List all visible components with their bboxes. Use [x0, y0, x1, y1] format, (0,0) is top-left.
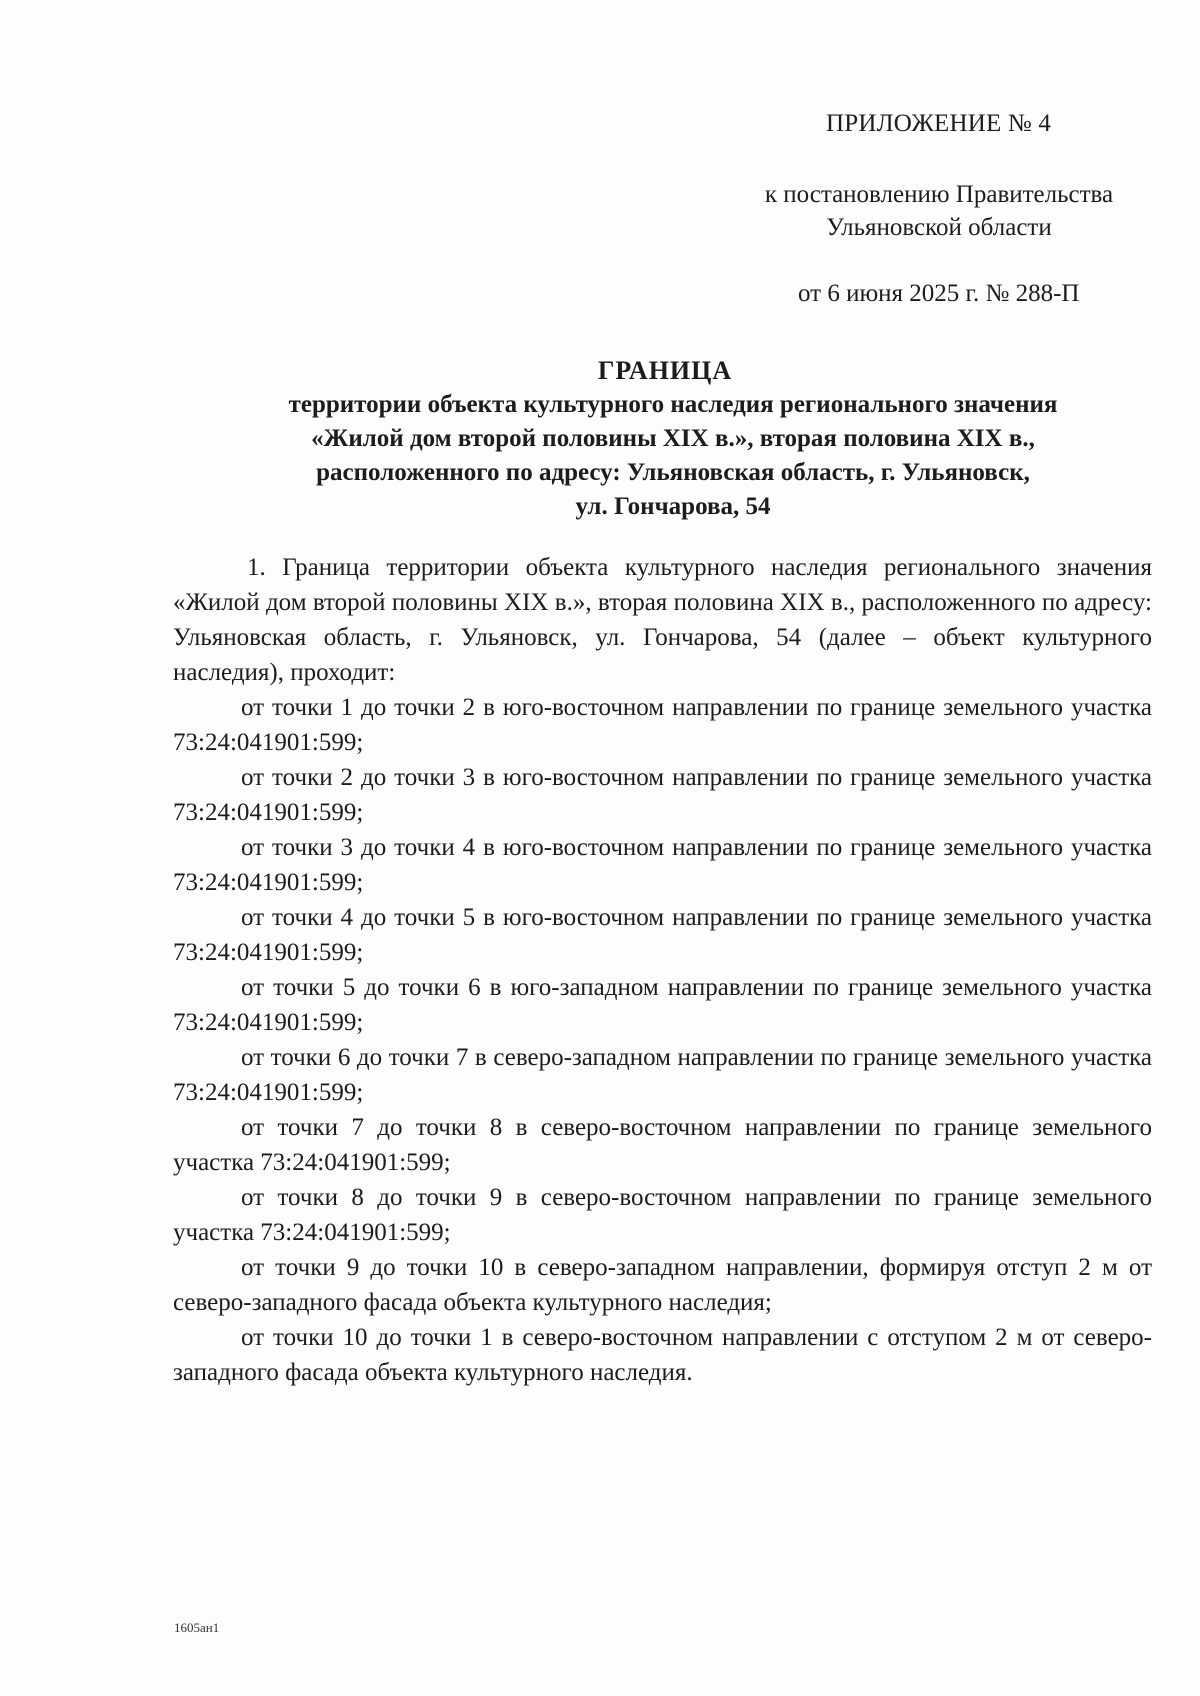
document-body [173, 550, 1152, 1390]
resolution-reference-line: к постановлению Правительства [764, 181, 1114, 208]
route-paragraph: от точки 3 до точки 4 в юго-восточном направлении по границе земельного участка 73:24:041901:599; [173, 834, 1152, 896]
subtitle-line: расположенного по адресу: Ульяновская область, г. Ульяновск, [316, 459, 1030, 486]
route-paragraph: от точки 10 до точки 1 в северо-восточном направлении с отступом 2 м от северо-западного фасада объекта культурного наследия. [173, 1324, 1152, 1386]
route-paragraph: от точки 8 до точки 9 в северо-восточном направлении по границе земельного участка 73:24:041901:599; [173, 1184, 1152, 1246]
route-paragraph: от точки 4 до точки 5 в юго-восточном направлении по границе земельного участка 73:24:041901:599; [173, 904, 1152, 966]
route-paragraph: от точки 2 до точки 3 в юго-восточном направлении по границе земельного участка 73:24:041901:599; [173, 764, 1152, 826]
resolution-reference [754, 178, 1124, 244]
subtitle-line: ул. Гончарова, 54 [575, 493, 771, 520]
appendix-label: ПРИЛОЖЕНИЕ № 4 [826, 110, 1052, 137]
route-paragraph: от точки 9 до точки 10 в северо-западном направлении, формируя отступ 2 м от северо-западного фасада объекта культурного наследия; [173, 1254, 1152, 1316]
document-title: ГРАНИЦА [597, 356, 733, 385]
subtitle-line: «Жилой дом второй половины XIX в.», вторая половина XIX в., [311, 425, 1035, 452]
route-paragraph: от точки 6 до точки 7 в северо-западном направлении по границе земельного участка 73:24:041901:599; [173, 1044, 1152, 1106]
subtitle-line: территории объекта культурного наследия регионального значения [288, 391, 1058, 418]
resolution-date: от 6 июня 2025 г. № 288-П [798, 280, 1080, 307]
route-paragraph: от точки 1 до точки 2 в юго-восточном направлении по границе земельного участка 73:24:041901:599; [173, 694, 1152, 756]
document-subtitle [173, 388, 1173, 524]
resolution-reference-line: Ульяновской области [826, 214, 1052, 241]
route-paragraph: от точки 5 до точки 6 в юго-западном направлении по границе земельного участка 73:24:041901:599; [173, 974, 1152, 1036]
intro-paragraph: 1. Граница территории объекта культурного наследия регионального значения «Жилой дом второй половины XIX в.», вторая половина XIX в., расположенного по адресу: Ульяновская область, г. Ульяновск, ул. Гончарова, 54 (далее – объект культурного наследия), проходит: [173, 554, 1152, 686]
route-paragraph: от точки 7 до точки 8 в северо-восточном направлении по границе земельного участка 73:24:041901:599; [173, 1114, 1152, 1176]
footer-code: 1605ан1 [174, 1620, 220, 1635]
